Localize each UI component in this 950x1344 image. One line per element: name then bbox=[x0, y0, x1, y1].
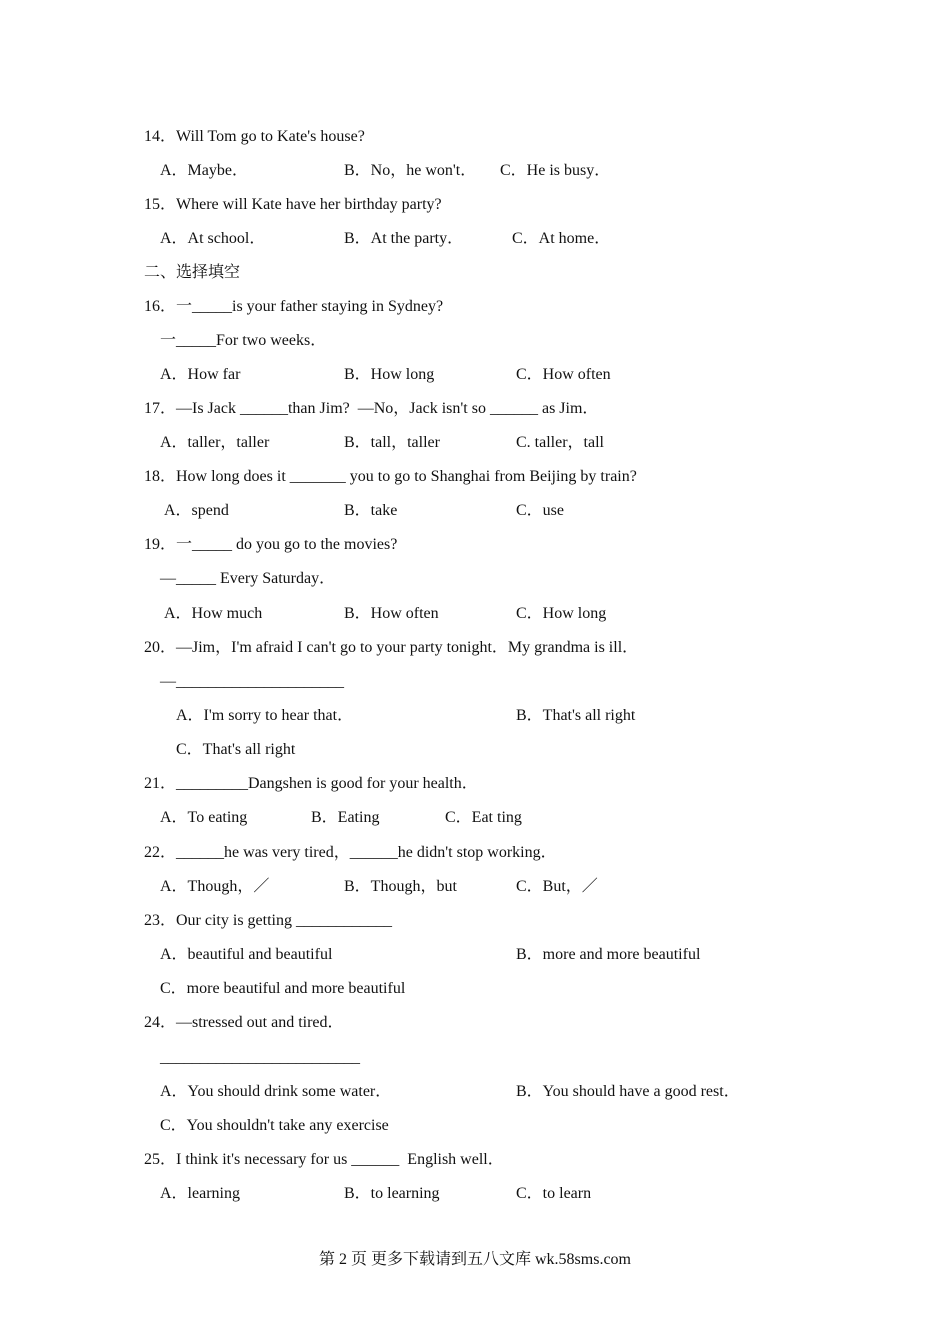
question-22-option-c: C．But，／ bbox=[516, 878, 598, 895]
question-19-option-a: A．How much bbox=[164, 605, 263, 622]
question-20-option-c: C．That's all right bbox=[176, 741, 296, 758]
question-23-option-a: A．beautiful and beautiful bbox=[160, 946, 333, 963]
question-15-option-a: A．At school． bbox=[160, 230, 266, 247]
question-20-option-b: B．That's all right bbox=[516, 707, 636, 724]
question-25-option-c: C．to learn bbox=[516, 1185, 592, 1202]
question-25-option-a: A．learning bbox=[160, 1185, 240, 1202]
question-23-stem: 23．Our city is getting ____________ bbox=[144, 912, 392, 929]
question-23-option-c: C．more beautiful and more beautiful bbox=[160, 980, 406, 997]
question-20-reply: —_____________________ bbox=[160, 673, 344, 690]
question-14-option-a: A．Maybe． bbox=[160, 162, 248, 179]
question-20-option-a: A．I'm sorry to hear that． bbox=[176, 707, 354, 724]
question-22-option-a: A．Though，／ bbox=[160, 878, 270, 895]
question-15-option-c: C．At home． bbox=[512, 230, 611, 247]
question-24-stem: 24．—stressed out and tired． bbox=[144, 1014, 344, 1031]
question-14-option-c: C．He is busy． bbox=[500, 162, 611, 179]
question-15-option-b: B．At the party． bbox=[344, 230, 464, 247]
question-14-option-b: B．No，he won't． bbox=[344, 162, 477, 179]
question-16-reply: 一_____For two weeks． bbox=[160, 332, 327, 349]
question-22-stem: 22．______he was very tired，______he didn't stop working． bbox=[144, 844, 557, 861]
question-24-reply: _________________________ bbox=[160, 1049, 360, 1066]
question-22-option-b: B．Though，but bbox=[344, 878, 457, 895]
question-24-option-c: C．You shouldn't take any exercise bbox=[160, 1117, 389, 1134]
page-footer: 第 2 页 更多下载请到五八文库 wk.58sms.com bbox=[318, 1251, 631, 1268]
question-21-stem: 21．_________Dangshen is good for your health． bbox=[144, 775, 478, 792]
question-21-option-c: C．Eat ting bbox=[445, 809, 522, 826]
question-18-stem: 18．How long does it _______ you to go to Shanghai from Beijing by train? bbox=[144, 468, 637, 485]
question-14-stem: 14．Will Tom go to Kate's house? bbox=[144, 128, 365, 145]
question-25-stem: 25．I think it's necessary for us ______ English well． bbox=[144, 1151, 504, 1168]
question-18-option-a: A．spend bbox=[164, 502, 229, 519]
question-16-option-c: C．How often bbox=[516, 366, 611, 383]
question-20-stem: 20．—Jim，I'm afraid I can't go to your party tonight．My grandma is ill． bbox=[144, 639, 639, 656]
section-heading: 二、选择填空 bbox=[144, 264, 241, 281]
question-15-stem: 15．Where will Kate have her birthday party? bbox=[144, 196, 442, 213]
question-16-option-b: B．How long bbox=[344, 366, 435, 383]
question-18-option-c: C．use bbox=[516, 502, 565, 519]
question-24-option-b: B．You should have a good rest． bbox=[516, 1083, 740, 1100]
question-23-option-b: B．more and more beautiful bbox=[516, 946, 701, 963]
question-17-option-c: C. taller，tall bbox=[516, 434, 604, 451]
question-17-option-a: A．taller，taller bbox=[160, 434, 270, 451]
question-21-option-b: B．Eating bbox=[311, 809, 380, 826]
question-17-stem: 17．—Is Jack ______than Jim? —No，Jack isn't so ______ as Jim． bbox=[144, 400, 599, 417]
question-19-option-b: B．How often bbox=[344, 605, 439, 622]
question-17-option-b: B．tall，taller bbox=[344, 434, 440, 451]
question-19-option-c: C．How long bbox=[516, 605, 607, 622]
question-19-stem: 19．一_____ do you go to the movies? bbox=[144, 536, 398, 553]
question-16-stem: 16．一_____is your father staying in Sydney? bbox=[144, 298, 444, 315]
question-25-option-b: B．to learning bbox=[344, 1185, 440, 1202]
question-21-option-a: A．To eating bbox=[160, 809, 248, 826]
question-18-option-b: B．take bbox=[344, 502, 398, 519]
question-24-option-a: A．You should drink some water． bbox=[160, 1083, 392, 1100]
question-16-option-a: A．How far bbox=[160, 366, 241, 383]
question-19-reply: —_____ Every Saturday． bbox=[160, 570, 336, 587]
